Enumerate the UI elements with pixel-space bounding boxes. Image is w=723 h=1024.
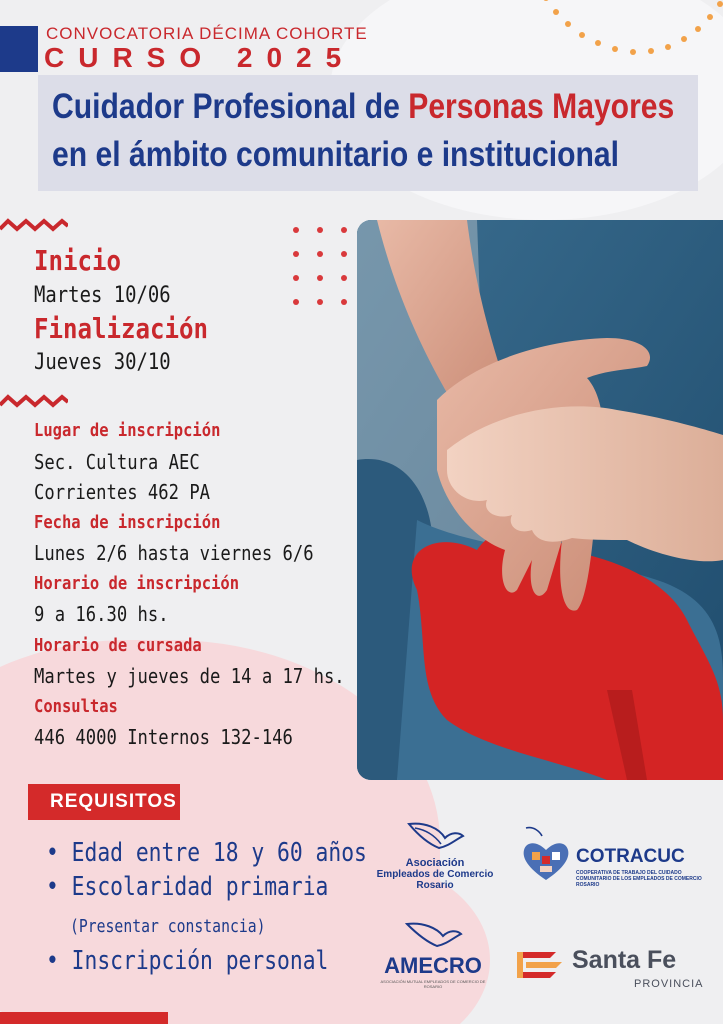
heart-houses-icon (520, 826, 572, 882)
cotracuc-logo-name: COTRACUC (576, 846, 685, 867)
finalizacion-label: Finalización (34, 312, 208, 345)
course-title-box (38, 75, 698, 191)
consultas-label: Consultas (34, 696, 118, 717)
horario-cursada-label: Horario de cursada (34, 635, 202, 656)
red-zigzag-decoration (0, 218, 68, 232)
course-title-part-red: Personas Mayores (408, 87, 675, 126)
amecro-logo (378, 918, 488, 989)
santa-fe-flag-icon (516, 944, 566, 984)
santa-fe-logo-provincia: PROVINCIA (634, 978, 704, 990)
fecha-inscripcion-value: Lunes 2/6 hasta viernes 6/6 (34, 541, 314, 565)
consultas-value: 446 4000 Internos 132-146 (34, 725, 293, 749)
requisito-item: • Escolaridad primaria (46, 872, 329, 902)
amecro-logo-subtitle: ASOCIACIÓN MUTUAL EMPLEADOS DE COMERCIO DE ROSARIO (380, 979, 486, 989)
red-zigzag-decoration (0, 394, 68, 408)
requisito-note: (Presentar constancia) (70, 916, 266, 937)
decorative-red-bar (0, 1012, 168, 1024)
horario-cursada-value: Martes y jueves de 14 a 17 hs. (34, 664, 345, 688)
winged-helmet-icon (403, 918, 463, 948)
lugar-inscripcion-value-1: Sec. Cultura AEC (34, 450, 200, 474)
hands-photo (357, 220, 723, 780)
inicio-label: Inicio (34, 244, 121, 277)
santa-fe-logo-name: Santa Fe (572, 946, 677, 974)
horario-inscripcion-label: Horario de inscripción (34, 573, 240, 594)
horario-inscripcion-value: 9 a 16.30 hs. (34, 602, 169, 626)
winged-helmet-icon (405, 818, 465, 852)
lugar-inscripcion-value-2: Corrientes 462 PA (34, 480, 211, 504)
aec-logo (372, 818, 498, 891)
amecro-logo-name: AMECRO (384, 953, 482, 978)
course-title-line-1 (52, 83, 675, 131)
aec-logo-line-1: Asociación (405, 857, 465, 869)
decorative-blue-square (0, 26, 38, 72)
aec-logo-line-3: Rosario (416, 880, 454, 891)
convocatoria-heading: CONVOCATORIA DÉCIMA COHORTE (46, 24, 368, 43)
finalizacion-value: Jueves 30/10 (34, 350, 171, 375)
requisito-item: • Inscripción personal (46, 946, 329, 976)
course-title-part-blue: Cuidador Profesional de (52, 87, 409, 126)
aec-logo-line-2: Empleados de Comercio (376, 869, 494, 880)
course-title-line-2: en el ámbito comunitario e institucional (52, 135, 619, 174)
lugar-inscripcion-label: Lugar de inscripción (34, 420, 221, 441)
orange-dotted-arc (540, 0, 723, 62)
inicio-value: Martes 10/06 (34, 283, 171, 308)
cotracuc-logo-subtitle: COOPERATIVA DE TRABAJO DEL CUIDADO COMUNITARIO DE LOS EMPLEADOS DE COMERCIO ROSARIO (576, 870, 702, 888)
santa-fe-logo (516, 944, 706, 994)
curso-heading: CURSO 2025 (44, 42, 356, 73)
requisito-item: • Edad entre 18 y 60 años (46, 838, 367, 868)
cotracuc-logo (520, 826, 710, 886)
requisitos-tab: REQUISITOS (28, 784, 180, 820)
fecha-inscripcion-label: Fecha de inscripción (34, 512, 221, 533)
